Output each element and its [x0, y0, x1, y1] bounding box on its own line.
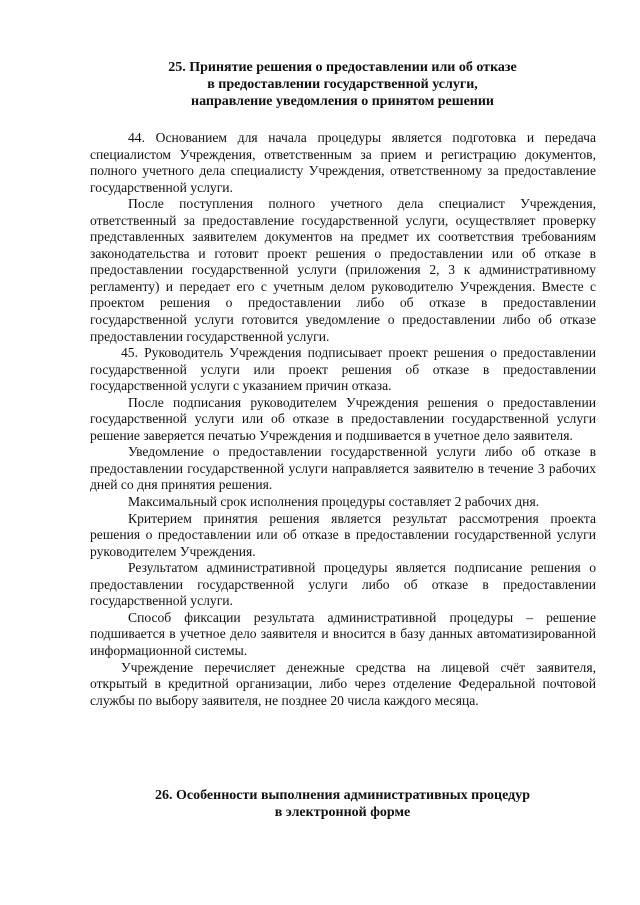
- paragraph-fixation: Способ фиксации результата административной процедуры – решение подшивается в учетное дело заявителя и вносится в базу данных автоматизированной информационной системы.: [90, 609, 596, 658]
- paragraph-verification: После поступления полного учетного дела специалист Учреждения, ответственный за предоставление государственной услуги, осуществляет проверку представленных заявителем документов на предмет их соответствия требованиям законодательства и готовит проект решения о предоставлении или об отказе в предоставлении государственной услуги (приложения 2, 3 к административному регламенту) и передает его с учетным делом руководителю Учреждения. Вместе с проектом решения о предоставлении либо об отказе в предоставлении государственной услуги готовится уведомление о предоставлении либо об отказе предоставлении государственной услуги.: [90, 196, 596, 344]
- paragraph-transfer: Учреждение перечисляет денежные средства на лицевой счёт заявителя, открытый в кредитной организации, либо через отделение Федеральной почтовой службы по выбору заявителя, не позднее 20 числа каждого месяца.: [90, 659, 596, 708]
- paragraph-criterion: Критерием принятия решения является результат рассмотрения проекта решения о предоставлении или об отказе в предоставлении государственной услуги руководителем Учреждения.: [90, 510, 596, 559]
- heading-line: в электронной форме: [274, 805, 411, 820]
- section-25-body: [90, 130, 596, 709]
- paragraph-result: Результатом административной процедуры является подписание решения о предоставлении государственной услуги либо об отказе в предоставлении государственной услуги.: [90, 560, 596, 609]
- paragraph-44: 44. Основанием для начала процедуры является подготовка и передача специалистом Учреждения, ответственным за прием и регистрацию документов, полного учетного дела специалисту Учреждения, ответственному за предоставление государственной услуги.: [90, 130, 596, 195]
- heading-line: направление уведомления о принятом решении: [191, 94, 494, 109]
- heading-line: в предоставлении государственной услуги,: [207, 77, 478, 92]
- paragraph-notification: Уведомление о предоставлении государственной услуги либо об отказе в предоставлении государственной услуги направляется заявителю в течение 3 рабочих дней со дня принятия решения.: [90, 444, 596, 493]
- section-25-heading: [90, 59, 595, 110]
- section-26-heading: [90, 787, 595, 821]
- paragraph-45: 45. Руководитель Учреждения подписывает проект решения о предоставлении государственной услуги или проект решения об отказе в предоставлении государственной услуги с указанием причин отказа.: [90, 345, 596, 394]
- heading-line: 25. Принятие решения о предоставлении или об отказе: [168, 60, 517, 75]
- heading-line: 26. Особенности выполнения административных процедур: [155, 788, 530, 803]
- paragraph-max-term: Максимальный срок исполнения процедуры составляет 2 рабочих дня.: [128, 494, 540, 510]
- paragraph-signing: После подписания руководителем Учреждения решения о предоставлении государственной услуги или об отказе в предоставлении государственной услуги решение заверяется печатью Учреждения и подшивается в учетное дело заявителя.: [90, 394, 596, 443]
